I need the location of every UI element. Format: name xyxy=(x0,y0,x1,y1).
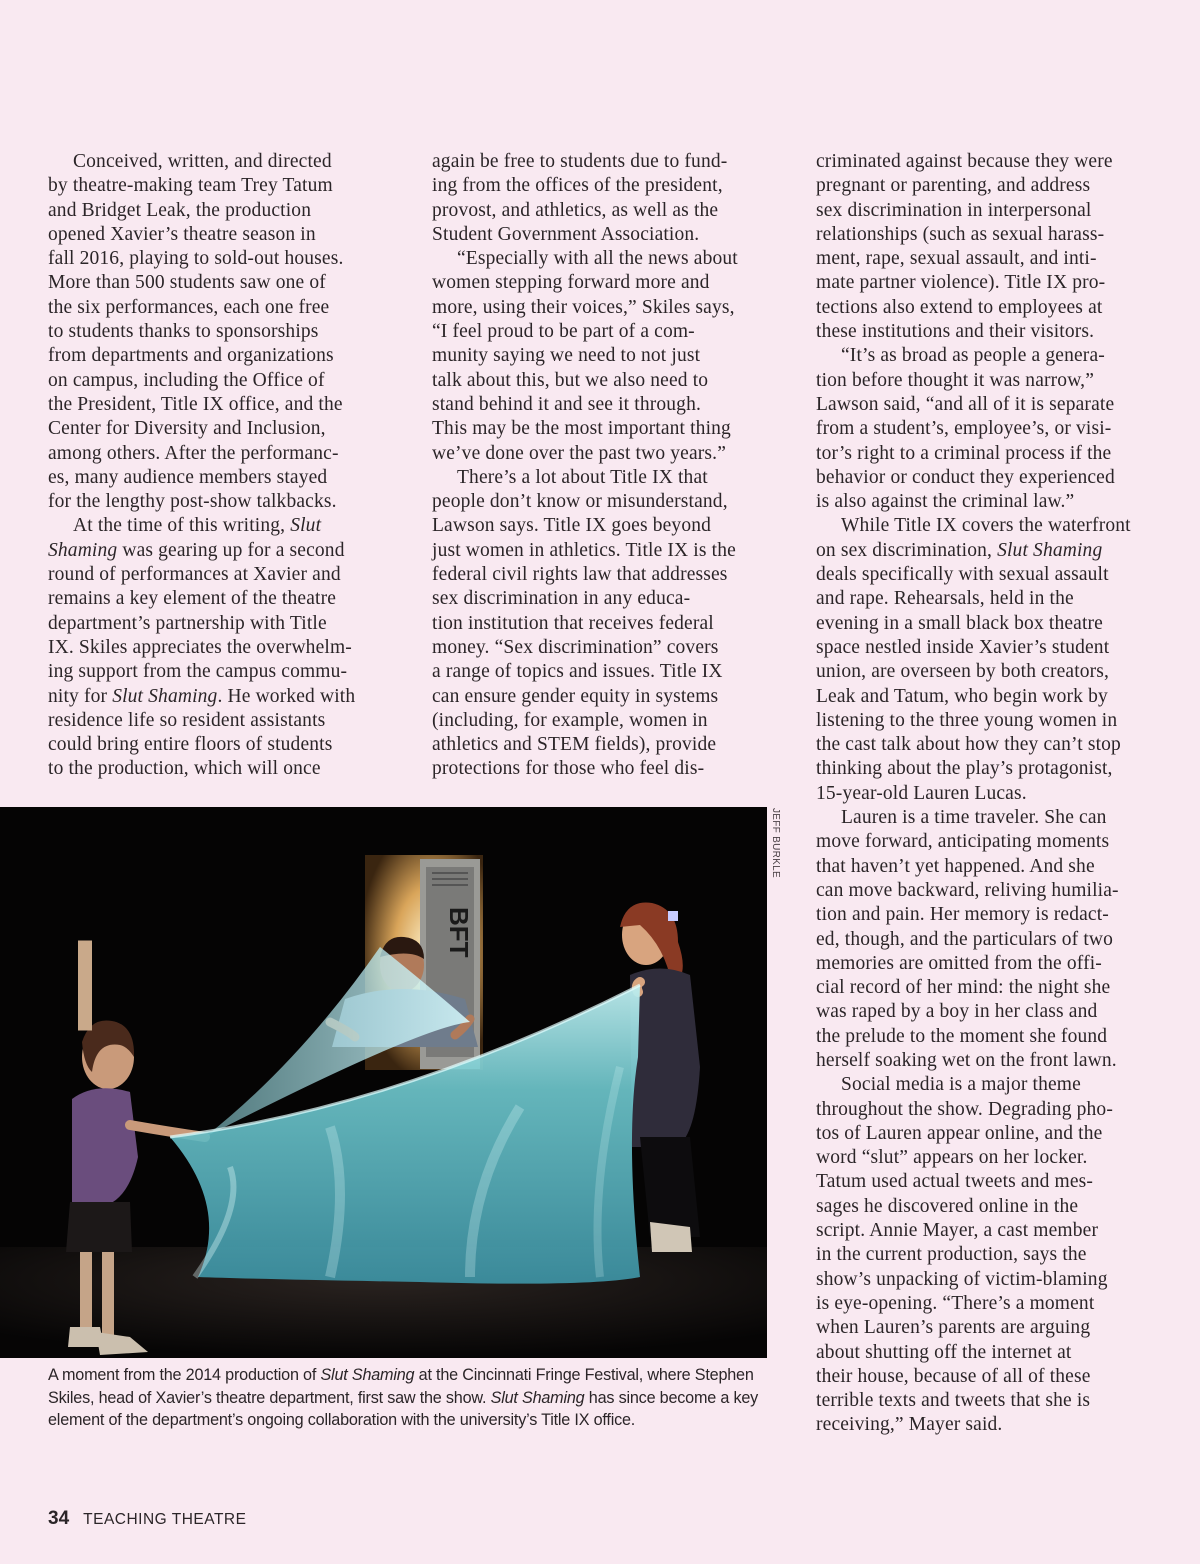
text-line: tion institution that receives federal xyxy=(432,612,714,634)
photo-caption xyxy=(48,1364,773,1432)
text-line: move forward, anticipating moments xyxy=(816,831,1110,853)
text-line: women stepping forward more and xyxy=(432,272,710,294)
text-line: sex discrimination in any educa- xyxy=(432,588,691,610)
text-line: is eye-opening. “There’s a moment xyxy=(816,1292,1095,1314)
text-line: throughout the show. Degrading pho- xyxy=(816,1098,1113,1120)
text-line: protections for those who feel dis- xyxy=(432,758,705,780)
text-line: opened Xavier’s theatre season in xyxy=(48,223,316,245)
text-line: 15-year-old Lauren Lucas. xyxy=(816,782,1027,804)
paragraph xyxy=(48,514,396,781)
text-line: es, many audience members stayed xyxy=(48,466,328,488)
text-line: round of performances at Xavier and xyxy=(48,564,341,586)
text-line: provost, and athletics, as well as the xyxy=(432,199,719,221)
text-line: Leak and Tatum, who begin work by xyxy=(816,685,1108,707)
text-line: on campus, including the Office of xyxy=(48,369,325,391)
text-line: listening to the three young women in xyxy=(816,709,1118,731)
paragraph xyxy=(816,344,1161,514)
text-line: tections also extend to employees at xyxy=(816,296,1103,318)
caption-line: A moment from the 2014 production of Slut Shaming at the Cincinnati Fringe Festival, where Stephen xyxy=(48,1366,754,1384)
text-line: receiving,” Mayer said. xyxy=(816,1414,1003,1436)
text-line: tor’s right to a criminal process if the xyxy=(816,442,1112,464)
text-line: for the lengthy post-show talkbacks. xyxy=(48,491,337,513)
text-line: more, using their voices,” Skiles says, xyxy=(432,296,735,318)
paragraph xyxy=(432,150,780,247)
text-line: ing from the offices of the president, xyxy=(432,175,723,197)
text-line: While Title IX covers the waterfront xyxy=(841,515,1131,537)
text-line: could bring entire floors of students xyxy=(48,734,333,756)
text-line: and Bridget Leak, the production xyxy=(48,199,312,221)
text-line: tion and pain. Her memory is redact- xyxy=(816,904,1109,926)
text-line: “I feel proud to be part of a com- xyxy=(432,321,695,343)
text-line: Tatum used actual tweets and mes- xyxy=(816,1171,1094,1193)
text-line: from a student’s, employee’s, or visi- xyxy=(816,418,1112,440)
paragraph xyxy=(48,150,396,514)
text-line: (including, for example, women in xyxy=(432,709,708,731)
text-line: department’s partnership with Title xyxy=(48,612,327,634)
text-line: residence life so resident assistants xyxy=(48,709,326,731)
paragraph xyxy=(816,806,1161,1073)
text-line: ment, rape, sexual assault, and inti- xyxy=(816,248,1097,270)
photo-credit: JEFF BURKLE xyxy=(770,808,781,878)
text-line: script. Annie Mayer, a cast member xyxy=(816,1220,1099,1242)
text-line: There’s a lot about Title IX that xyxy=(457,466,708,488)
text-line: remains a key element of the theatre xyxy=(48,588,337,610)
text-line: mate partner violence). Title IX pro- xyxy=(816,272,1106,294)
text-line: herself soaking wet on the front lawn. xyxy=(816,1049,1117,1071)
text-line: IX. Skiles appreciates the overwhelm- xyxy=(48,636,352,658)
text-line: Social media is a major theme xyxy=(841,1074,1081,1096)
paragraph xyxy=(816,1073,1161,1437)
text-line: union, are overseen by both creators, xyxy=(816,661,1110,683)
text-line: sex discrimination in interpersonal xyxy=(816,199,1092,221)
text-line: when Lauren’s parents are arguing xyxy=(816,1317,1091,1339)
text-line: their house, because of all of these xyxy=(816,1365,1091,1387)
text-line: space nestled inside Xavier’s student xyxy=(816,636,1110,658)
text-line: More than 500 students saw one of xyxy=(48,272,326,294)
text-line: federal civil rights law that addresses xyxy=(432,564,728,586)
text-line: stand behind it and see it through. xyxy=(432,393,701,415)
text-line: pregnant or parenting, and address xyxy=(816,175,1091,197)
text-line: people don’t know or misunderstand, xyxy=(432,491,728,513)
text-line: show’s unpacking of victim-blaming xyxy=(816,1268,1108,1290)
paragraph xyxy=(432,466,780,782)
text-line: relationships (such as sexual harass- xyxy=(816,223,1105,245)
paragraph xyxy=(816,150,1161,344)
text-line: behavior or conduct they experienced xyxy=(816,466,1115,488)
text-line: the prelude to the moment she found xyxy=(816,1025,1108,1047)
stage-scene-illustration xyxy=(0,807,767,1358)
text-line: to the production, which will once xyxy=(48,758,321,780)
text-line: in the current production, says the xyxy=(816,1244,1087,1266)
text-line: is also against the criminal law.” xyxy=(816,491,1075,513)
text-line: a range of topics and issues. Title IX xyxy=(432,661,723,683)
text-line: cial record of her mind: the night she xyxy=(816,977,1111,999)
text-line: “Especially with all the news about xyxy=(457,248,738,270)
text-line: At the time of this writing, Slut xyxy=(73,515,322,537)
text-line: munity saying we need to not just xyxy=(432,345,701,367)
text-line: This may be the most important thing xyxy=(432,418,731,440)
text-line: that haven’t yet happened. And she xyxy=(816,855,1095,877)
text-line: nity for Slut Shaming. He worked with xyxy=(48,685,356,707)
text-line: we’ve done over the past two years.” xyxy=(432,442,726,464)
body-column-2 xyxy=(432,150,780,782)
locker-lettering: BFT xyxy=(444,907,474,958)
text-line: was raped by a boy in her class and xyxy=(816,1001,1098,1023)
text-line: can move backward, reliving humilia- xyxy=(816,879,1119,901)
page-number: 34 xyxy=(48,1508,70,1529)
text-line: among others. After the performanc- xyxy=(48,442,339,464)
text-line: thinking about the play’s protagonist, xyxy=(816,758,1113,780)
text-line: sages he discovered online in the xyxy=(816,1195,1079,1217)
text-line: talk about this, but we also need to xyxy=(432,369,709,391)
text-line: money. “Sex discrimination” covers xyxy=(432,636,719,658)
text-line: the six performances, each one free xyxy=(48,296,330,318)
text-line: Center for Diversity and Inclusion, xyxy=(48,418,326,440)
text-line: tos of Lauren appear online, and the xyxy=(816,1122,1103,1144)
caption-line: element of the department’s ongoing collaboration with the university’s Title IX office. xyxy=(48,1411,636,1429)
text-line: evening in a small black box theatre xyxy=(816,612,1103,634)
text-line: on sex discrimination, Slut Shaming xyxy=(816,539,1103,561)
text-line: fall 2016, playing to sold-out houses. xyxy=(48,248,344,270)
text-line: ed, though, and the particulars of two xyxy=(816,928,1114,950)
text-line: Lawson says. Title IX goes beyond xyxy=(432,515,712,537)
text-line: from departments and organizations xyxy=(48,345,334,367)
text-line: Shaming was gearing up for a second xyxy=(48,539,345,561)
paragraph xyxy=(432,247,780,466)
text-line: can ensure gender equity in systems xyxy=(432,685,719,707)
text-line: “It’s as broad as people a genera- xyxy=(841,345,1105,367)
production-photo xyxy=(0,807,767,1358)
page-footer xyxy=(48,1508,246,1530)
text-line: the President, Title IX office, and the xyxy=(48,393,343,415)
text-line: terrible texts and tweets that she is xyxy=(816,1390,1091,1412)
text-line: Lauren is a time traveler. She can xyxy=(841,807,1107,829)
body-column-1 xyxy=(48,150,396,782)
text-line: by theatre-making team Trey Tatum xyxy=(48,175,333,197)
text-line: ing support from the campus commu- xyxy=(48,661,348,683)
text-line: just women in athletics. Title IX is the xyxy=(432,539,736,561)
magazine-name: TEACHING THEATRE xyxy=(83,1511,247,1528)
text-line: to students thanks to sponsorships xyxy=(48,321,319,343)
paragraph xyxy=(816,514,1161,806)
text-line: these institutions and their visitors. xyxy=(816,321,1095,343)
text-line: and rape. Rehearsals, held in the xyxy=(816,588,1074,610)
text-line: athletics and STEM fields), provide xyxy=(432,734,717,756)
text-line: criminated against because they were xyxy=(816,151,1113,172)
text-line: again be free to students due to fund- xyxy=(432,151,728,172)
text-line: Conceived, written, and directed xyxy=(73,151,332,172)
text-line: Lawson said, “and all of it is separate xyxy=(816,393,1115,415)
body-column-3 xyxy=(816,150,1161,1438)
text-line: memories are omitted from the offi- xyxy=(816,952,1102,974)
text-line: the cast talk about how they can’t stop xyxy=(816,734,1121,756)
text-line: about shutting off the internet at xyxy=(816,1341,1072,1363)
text-line: deals specifically with sexual assault xyxy=(816,564,1109,586)
text-line: Student Government Association. xyxy=(432,223,700,245)
caption-line: Skiles, head of Xavier’s theatre department, first saw the show. Slut Shaming has since become a key xyxy=(48,1388,759,1407)
text-line: word “slut” appears on her locker. xyxy=(816,1147,1088,1169)
text-line: tion before thought it was narrow,” xyxy=(816,369,1094,391)
